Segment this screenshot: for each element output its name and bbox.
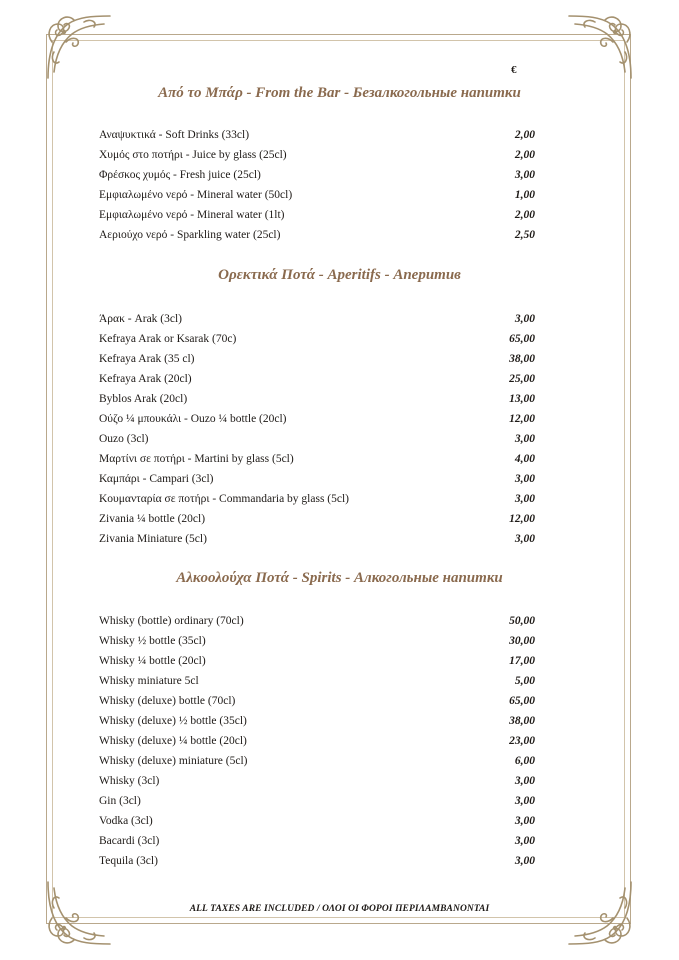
item-name: Byblos Arak (20cl)	[99, 393, 188, 405]
item-name: Kefraya Arak (20cl)	[99, 373, 192, 385]
item-name: Whisky (bottle) ordinary (70cl)	[99, 615, 244, 627]
item-price: 2,00	[514, 149, 535, 161]
section-title-from-the-bar: Από το Μπάρ - From the Bar - Безалкогольные напитки	[158, 85, 521, 101]
menu-item	[99, 509, 535, 529]
item-name: Χυμός στο ποτήρι - Juice by glass (25cl)	[99, 149, 287, 161]
item-name: Bacardi (3cl)	[99, 835, 160, 847]
menu-item	[99, 205, 535, 225]
menu-item	[99, 145, 535, 165]
menu-item	[99, 165, 535, 185]
menu-item	[99, 731, 535, 751]
menu-item	[99, 611, 535, 631]
item-price: 12,00	[509, 513, 535, 525]
item-name: Ouzo (3cl)	[99, 433, 149, 445]
item-price: 1,00	[514, 189, 535, 201]
item-price: 2,50	[514, 229, 535, 241]
item-name: Whisky ¼ bottle (20cl)	[99, 655, 206, 667]
item-name: Vodka (3cl)	[99, 815, 153, 827]
item-price: 2,00	[514, 129, 535, 141]
item-price: 38,00	[509, 353, 535, 365]
menu-item	[99, 429, 535, 449]
item-name: Whisky (3cl)	[99, 775, 160, 787]
menu-item	[99, 389, 535, 409]
item-name: Εμφιαλωμένο νερό - Mineral water (1lt)	[99, 209, 285, 221]
corner-ornament-icon	[565, 12, 635, 82]
item-price: 6,00	[514, 755, 535, 767]
item-price: 3,00	[514, 533, 535, 545]
item-name: Zivania ¼ bottle (20cl)	[99, 513, 206, 525]
item-name: Αναψυκτικά - Soft Drinks (33cl)	[99, 129, 250, 141]
menu-list-spirits	[99, 611, 535, 871]
item-name: Gin (3cl)	[99, 795, 141, 807]
item-price: 25,00	[509, 373, 535, 385]
item-name: Αεριούχο νερό - Sparkling water (25cl)	[99, 229, 281, 241]
item-price: 3,00	[514, 835, 535, 847]
menu-item	[99, 791, 535, 811]
menu-item	[99, 225, 535, 245]
menu-item	[99, 851, 535, 871]
menu-item	[99, 329, 535, 349]
item-price: 13,00	[509, 393, 535, 405]
menu-item	[99, 631, 535, 651]
currency-symbol: €	[511, 64, 517, 76]
item-name: Whisky (deluxe) ½ bottle (35cl)	[99, 715, 247, 727]
item-price: 3,00	[514, 169, 535, 181]
menu-item	[99, 489, 535, 509]
item-price: 38,00	[509, 715, 535, 727]
corner-ornament-icon	[44, 12, 114, 82]
item-price: 23,00	[509, 735, 535, 747]
item-price: 50,00	[509, 615, 535, 627]
item-name: Kefraya Arak or Ksarak (70c)	[99, 333, 237, 345]
item-price: 65,00	[509, 333, 535, 345]
menu-item	[99, 409, 535, 429]
menu-item	[99, 751, 535, 771]
item-name: Μαρτίνι σε ποτήρι - Martini by glass (5cl)	[99, 453, 294, 465]
item-price: 3,00	[514, 795, 535, 807]
menu-item	[99, 469, 535, 489]
item-name: Whisky ½ bottle (35cl)	[99, 635, 206, 647]
section-title-aperitifs: Ορεκτικά Ποτά - Aperitifs - Аперитив	[218, 267, 461, 283]
menu-item	[99, 369, 535, 389]
item-price: 3,00	[514, 815, 535, 827]
item-price: 3,00	[514, 473, 535, 485]
menu-item	[99, 349, 535, 369]
item-name: Whisky (deluxe) bottle (70cl)	[99, 695, 236, 707]
menu-item	[99, 449, 535, 469]
item-price: 3,00	[514, 493, 535, 505]
item-price: 17,00	[509, 655, 535, 667]
item-price: 5,00	[514, 675, 535, 687]
item-name: Tequila (3cl)	[99, 855, 158, 867]
menu-item	[99, 711, 535, 731]
item-name: Άρακ - Arak (3cl)	[99, 313, 183, 325]
item-price: 3,00	[514, 433, 535, 445]
menu-item	[99, 185, 535, 205]
item-price: 4,00	[514, 453, 535, 465]
item-price: 3,00	[514, 313, 535, 325]
item-name: Kefraya Arak (35 cl)	[99, 353, 195, 365]
taxes-footnote: ALL TAXES ARE INCLUDED / ΟΛΟΙ ΟΙ ΦΟΡΟΙ ΠΕΡΙΛΑΜΒΑΝΟΝΤΑΙ	[189, 904, 490, 914]
menu-item	[99, 811, 535, 831]
menu-item	[99, 691, 535, 711]
item-name: Zivania Miniature (5cl)	[99, 533, 207, 545]
item-price: 3,00	[514, 775, 535, 787]
item-price: 2,00	[514, 209, 535, 221]
menu-list-from-the-bar	[99, 125, 535, 245]
item-name: Ούζο ¼ μπουκάλι - Ouzo ¼ bottle (20cl)	[99, 413, 287, 425]
item-name: Κουμανταρία σε ποτήρι - Commandaria by glass (5cl)	[99, 493, 350, 505]
section-title-spirits: Αλκοολούχα Ποτά - Spirits - Алкогольные напитки	[176, 570, 503, 586]
menu-item	[99, 651, 535, 671]
menu-list-aperitifs	[99, 309, 535, 549]
menu-item	[99, 309, 535, 329]
item-name: Καμπάρι - Campari (3cl)	[99, 473, 214, 485]
item-price: 65,00	[509, 695, 535, 707]
menu-item	[99, 671, 535, 691]
item-name: Whisky (deluxe) ¼ bottle (20cl)	[99, 735, 247, 747]
item-price: 3,00	[514, 855, 535, 867]
item-name: Whisky miniature 5cl	[99, 675, 199, 687]
menu-item	[99, 125, 535, 145]
menu-item	[99, 529, 535, 549]
item-name: Whisky (deluxe) miniature (5cl)	[99, 755, 248, 767]
item-price: 12,00	[509, 413, 535, 425]
menu-item	[99, 771, 535, 791]
item-name: Φρέσκος χυμός - Fresh juice (25cl)	[99, 169, 261, 181]
item-price: 30,00	[509, 635, 535, 647]
item-name: Εμφιαλωμένο νερό - Mineral water (50cl)	[99, 189, 293, 201]
menu-item	[99, 831, 535, 851]
